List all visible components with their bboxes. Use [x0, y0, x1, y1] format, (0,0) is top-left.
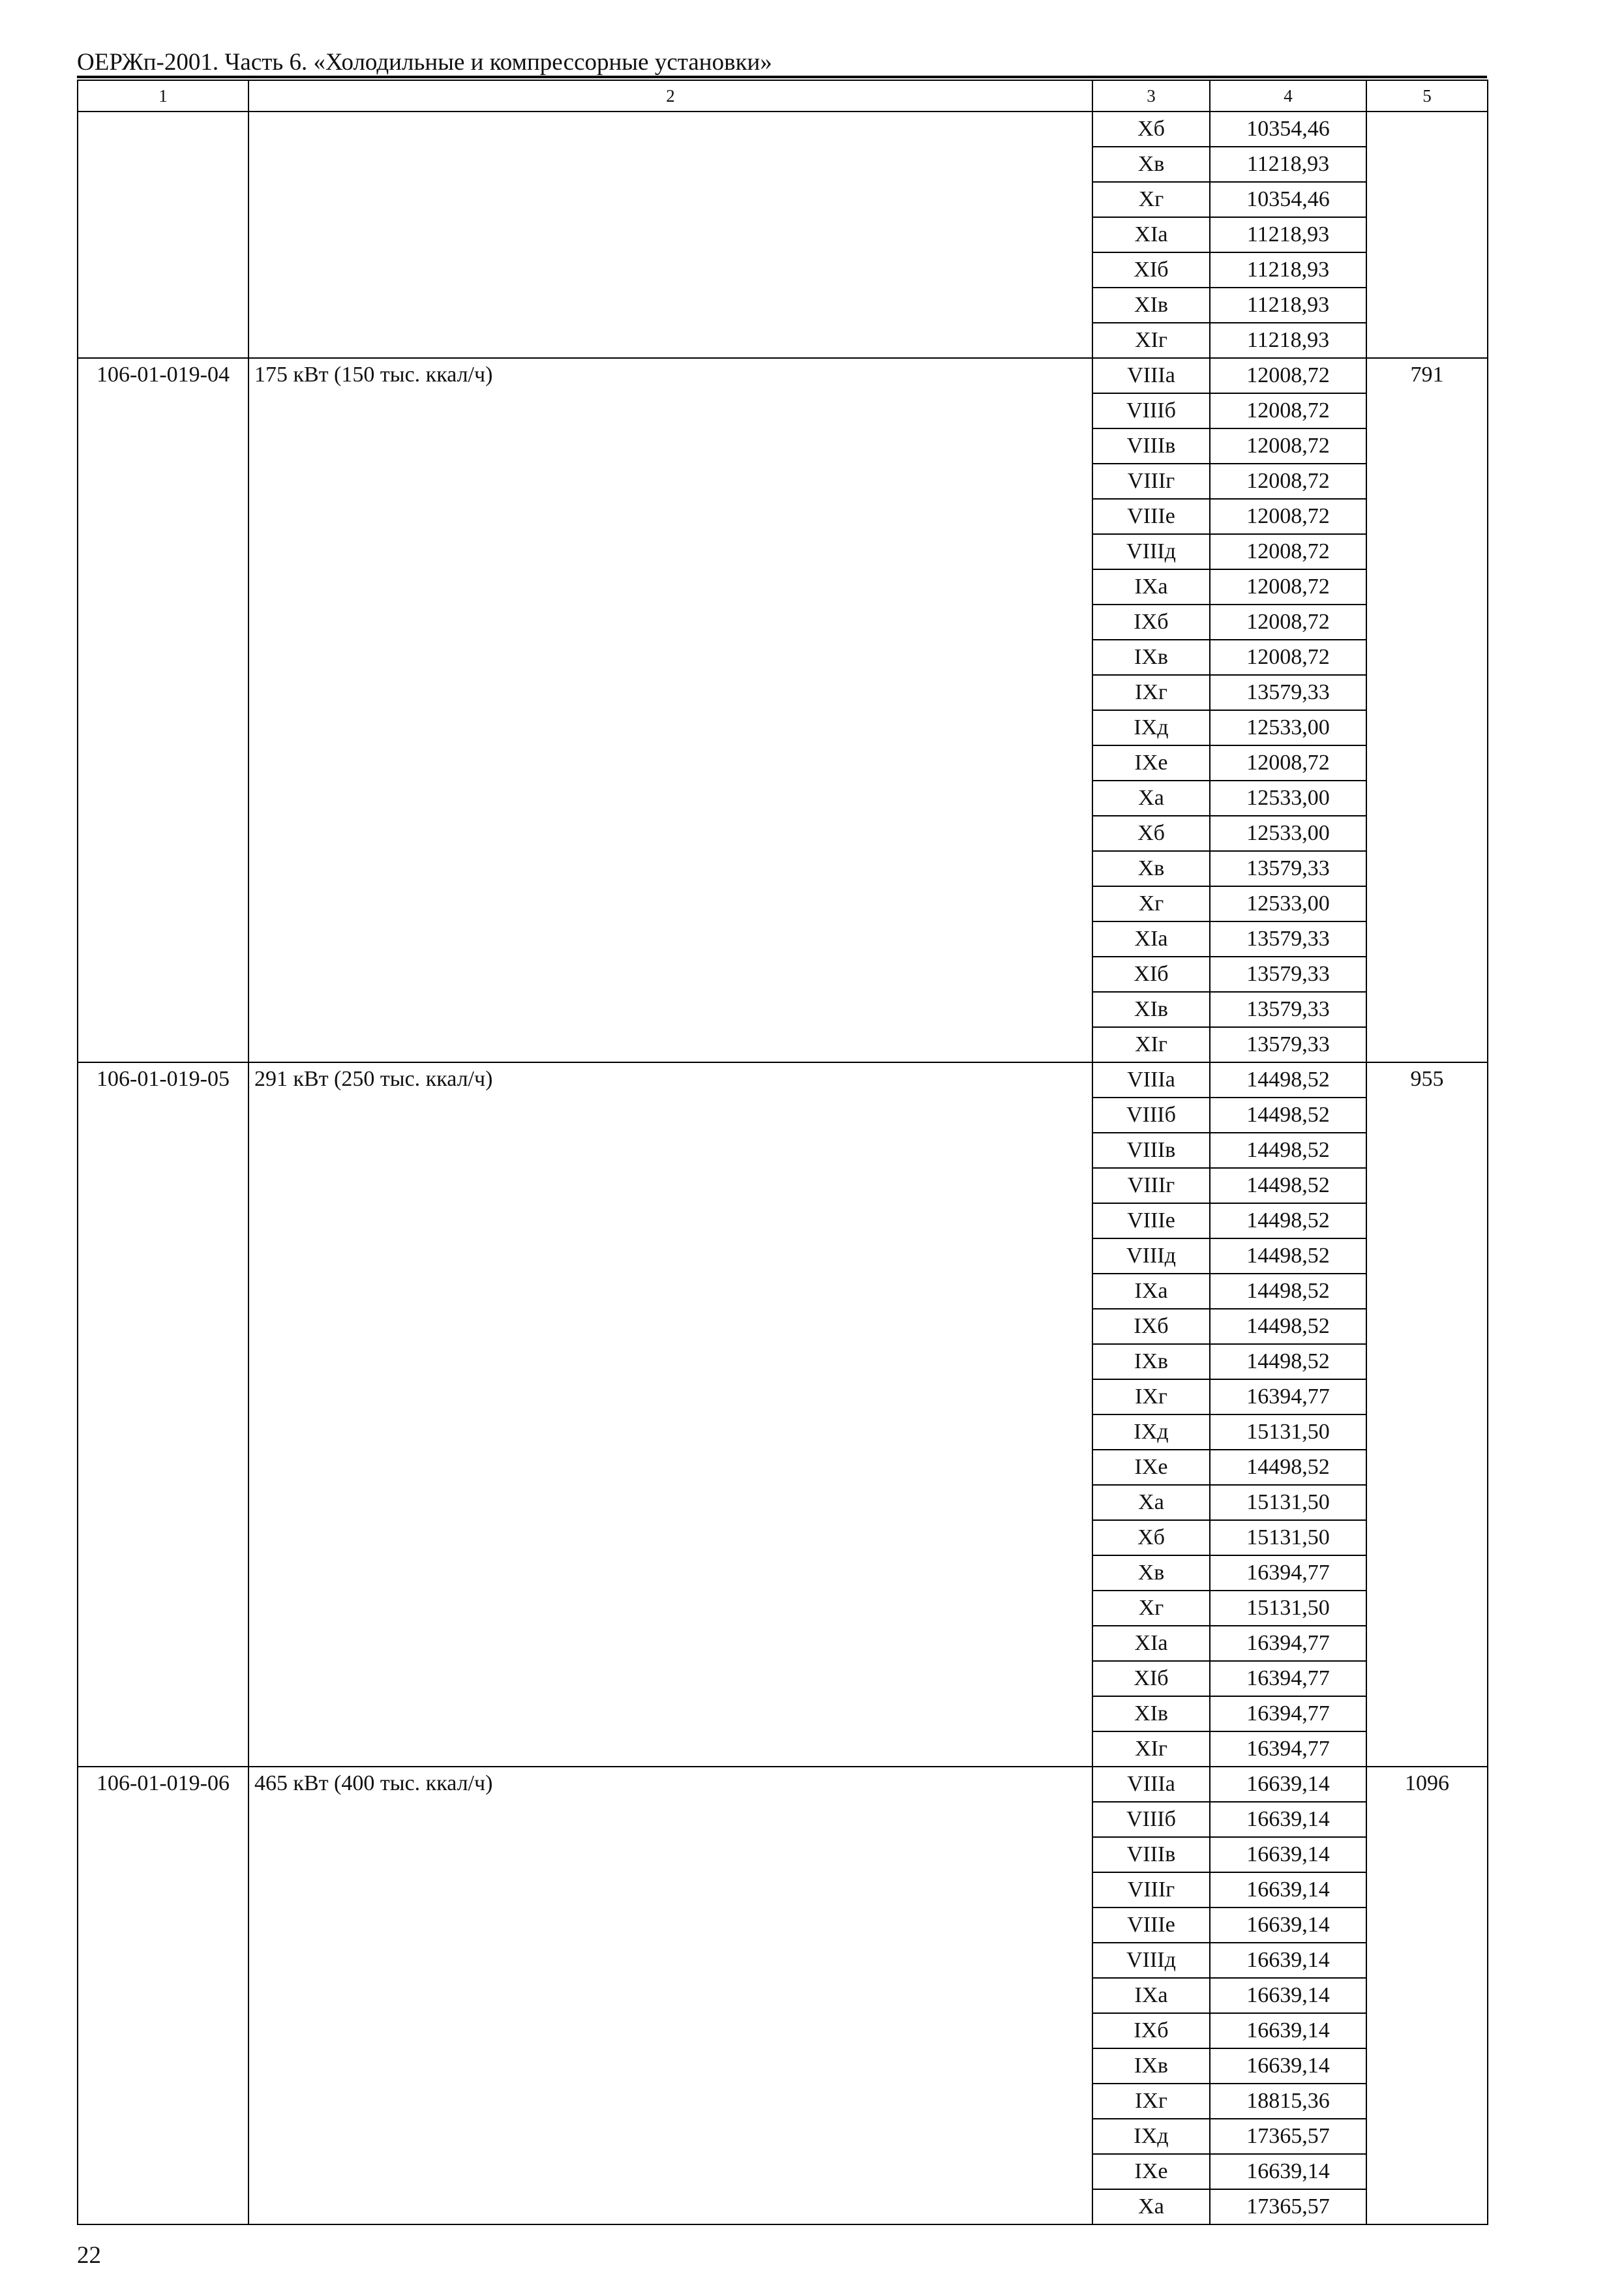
table-row	[78, 358, 1488, 393]
price-value: 16639,14	[1210, 1908, 1366, 1943]
column-5-value: 1096	[1366, 1767, 1488, 2224]
zone-code: IХе	[1092, 1450, 1210, 1485]
zone-code: IХа	[1092, 1274, 1210, 1309]
zone-code: VIIIа	[1092, 1062, 1210, 1098]
zone-code: VIIIд	[1092, 534, 1210, 569]
table-row	[78, 112, 1488, 147]
zone-code: ХIв	[1092, 992, 1210, 1027]
zone-code: VIIIг	[1092, 464, 1210, 499]
price-value: 13579,33	[1210, 1027, 1366, 1062]
price-value: 14498,52	[1210, 1203, 1366, 1238]
price-value: 16639,14	[1210, 1872, 1366, 1908]
price-table-body	[78, 80, 1488, 2224]
item-description: 175 кВт (150 тыс. ккал/ч)	[248, 358, 1092, 1062]
price-value: 16639,14	[1210, 1943, 1366, 1978]
zone-code: VIIIб	[1092, 393, 1210, 428]
zone-code: IХг	[1092, 1379, 1210, 1414]
zone-code: ХIг	[1092, 323, 1210, 358]
price-value: 16394,77	[1210, 1731, 1366, 1767]
zone-code: Хб	[1092, 816, 1210, 851]
price-value: 15131,50	[1210, 1485, 1366, 1520]
price-value: 14498,52	[1210, 1168, 1366, 1203]
price-value: 14498,52	[1210, 1344, 1366, 1379]
price-value: 14498,52	[1210, 1238, 1366, 1274]
zone-code: VIIIб	[1092, 1098, 1210, 1133]
price-value: 14498,52	[1210, 1450, 1366, 1485]
price-value: 12008,72	[1210, 745, 1366, 781]
price-value: 13579,33	[1210, 921, 1366, 957]
price-value: 16394,77	[1210, 1379, 1366, 1414]
column-5-value: 791	[1366, 358, 1488, 1062]
price-value: 13579,33	[1210, 992, 1366, 1027]
price-value: 17365,57	[1210, 2189, 1366, 2224]
price-value: 14498,52	[1210, 1133, 1366, 1168]
zone-code: Хг	[1092, 182, 1210, 217]
zone-code: VIIIе	[1092, 1203, 1210, 1238]
zone-code: ХIа	[1092, 217, 1210, 252]
zone-code: VIIIг	[1092, 1872, 1210, 1908]
price-value: 16639,14	[1210, 2154, 1366, 2189]
price-value: 17365,57	[1210, 2119, 1366, 2154]
zone-code: IХг	[1092, 2084, 1210, 2119]
document-title: ОЕРЖп-2001. Часть 6. «Холодильные и компрессорные установки»	[77, 49, 772, 76]
zone-code: ХIв	[1092, 1696, 1210, 1731]
price-value: 11218,93	[1210, 217, 1366, 252]
price-value: 11218,93	[1210, 323, 1366, 358]
zone-code: Хг	[1092, 1591, 1210, 1626]
zone-code: Хв	[1092, 147, 1210, 182]
zone-code: VIIIв	[1092, 1837, 1210, 1872]
price-value: 12008,72	[1210, 569, 1366, 605]
zone-code: ХIг	[1092, 1027, 1210, 1062]
column-number-1: 1	[78, 80, 248, 112]
price-value: 10354,46	[1210, 112, 1366, 147]
item-description: 291 кВт (250 тыс. ккал/ч)	[248, 1062, 1092, 1767]
item-code	[78, 112, 248, 358]
zone-code: Ха	[1092, 781, 1210, 816]
zone-code: VIIIг	[1092, 1168, 1210, 1203]
price-value: 16394,77	[1210, 1555, 1366, 1591]
price-table	[77, 80, 1488, 2225]
zone-code: IХв	[1092, 1344, 1210, 1379]
price-value: 13579,33	[1210, 675, 1366, 710]
zone-code: ХIа	[1092, 921, 1210, 957]
item-code: 106-01-019-05	[78, 1062, 248, 1767]
price-value: 15131,50	[1210, 1591, 1366, 1626]
zone-code: VIIIа	[1092, 358, 1210, 393]
price-value: 10354,46	[1210, 182, 1366, 217]
price-value: 16639,14	[1210, 2013, 1366, 2048]
column-5-value: 955	[1366, 1062, 1488, 1767]
price-value: 14498,52	[1210, 1098, 1366, 1133]
column-number-4: 4	[1210, 80, 1366, 112]
column-5-value	[1366, 112, 1488, 358]
column-number-5: 5	[1366, 80, 1488, 112]
running-header	[77, 40, 1487, 78]
zone-code: VIIIд	[1092, 1238, 1210, 1274]
zone-code: IХб	[1092, 2013, 1210, 2048]
column-number-3: 3	[1092, 80, 1210, 112]
price-value: 15131,50	[1210, 1520, 1366, 1555]
zone-code: Хв	[1092, 851, 1210, 886]
price-value: 12533,00	[1210, 816, 1366, 851]
zone-code: IХв	[1092, 2048, 1210, 2084]
price-value: 12008,72	[1210, 534, 1366, 569]
table-row	[78, 1767, 1488, 1802]
zone-code: IХд	[1092, 1414, 1210, 1450]
zone-code: Хв	[1092, 1555, 1210, 1591]
price-value: 16394,77	[1210, 1661, 1366, 1696]
zone-code: ХIа	[1092, 1626, 1210, 1661]
zone-code: Хб	[1092, 1520, 1210, 1555]
price-value: 12533,00	[1210, 886, 1366, 921]
price-value: 14498,52	[1210, 1274, 1366, 1309]
zone-code: ХIб	[1092, 957, 1210, 992]
zone-code: IХб	[1092, 1309, 1210, 1344]
price-value: 18815,36	[1210, 2084, 1366, 2119]
zone-code: ХIв	[1092, 288, 1210, 323]
zone-code: IХд	[1092, 2119, 1210, 2154]
zone-code: IХв	[1092, 640, 1210, 675]
price-value: 12008,72	[1210, 640, 1366, 675]
zone-code: ХIб	[1092, 1661, 1210, 1696]
price-value: 12008,72	[1210, 358, 1366, 393]
price-value: 16639,14	[1210, 1837, 1366, 1872]
price-value: 11218,93	[1210, 288, 1366, 323]
price-value: 12008,72	[1210, 605, 1366, 640]
item-description	[248, 112, 1092, 358]
price-value: 16639,14	[1210, 1767, 1366, 1802]
price-value: 12008,72	[1210, 428, 1366, 464]
price-value: 16639,14	[1210, 2048, 1366, 2084]
zone-code: ХIб	[1092, 252, 1210, 288]
price-value: 12533,00	[1210, 710, 1366, 745]
zone-code: VIIIв	[1092, 428, 1210, 464]
zone-code: Ха	[1092, 1485, 1210, 1520]
zone-code: VIIIд	[1092, 1943, 1210, 1978]
zone-code: VIIIе	[1092, 499, 1210, 534]
price-value: 15131,50	[1210, 1414, 1366, 1450]
price-value: 13579,33	[1210, 851, 1366, 886]
item-code: 106-01-019-04	[78, 358, 248, 1062]
zone-code: ХIг	[1092, 1731, 1210, 1767]
column-number-2: 2	[248, 80, 1092, 112]
zone-code: Хб	[1092, 112, 1210, 147]
zone-code: IХд	[1092, 710, 1210, 745]
zone-code: IХе	[1092, 745, 1210, 781]
table-row	[78, 1062, 1488, 1098]
zone-code: IХа	[1092, 569, 1210, 605]
page-number: 22	[77, 2242, 101, 2269]
zone-code: Хг	[1092, 886, 1210, 921]
item-description: 465 кВт (400 тыс. ккал/ч)	[248, 1767, 1092, 2224]
zone-code: IХа	[1092, 1978, 1210, 2013]
price-value: 12008,72	[1210, 393, 1366, 428]
zone-code: VIIIа	[1092, 1767, 1210, 1802]
zone-code: VIIIв	[1092, 1133, 1210, 1168]
price-value: 16639,14	[1210, 1978, 1366, 2013]
price-value: 13579,33	[1210, 957, 1366, 992]
price-value: 11218,93	[1210, 147, 1366, 182]
zone-code: IХг	[1092, 675, 1210, 710]
price-value: 16394,77	[1210, 1696, 1366, 1731]
price-value: 12008,72	[1210, 499, 1366, 534]
price-value: 16639,14	[1210, 1802, 1366, 1837]
price-value: 11218,93	[1210, 252, 1366, 288]
zone-code: IХе	[1092, 2154, 1210, 2189]
zone-code: VIIIе	[1092, 1908, 1210, 1943]
column-number-row	[78, 80, 1488, 112]
zone-code: Ха	[1092, 2189, 1210, 2224]
zone-code: VIIIб	[1092, 1802, 1210, 1837]
item-code: 106-01-019-06	[78, 1767, 248, 2224]
price-value: 12533,00	[1210, 781, 1366, 816]
price-value: 14498,52	[1210, 1309, 1366, 1344]
zone-code: IХб	[1092, 605, 1210, 640]
price-value: 12008,72	[1210, 464, 1366, 499]
price-value: 16394,77	[1210, 1626, 1366, 1661]
price-value: 14498,52	[1210, 1062, 1366, 1098]
